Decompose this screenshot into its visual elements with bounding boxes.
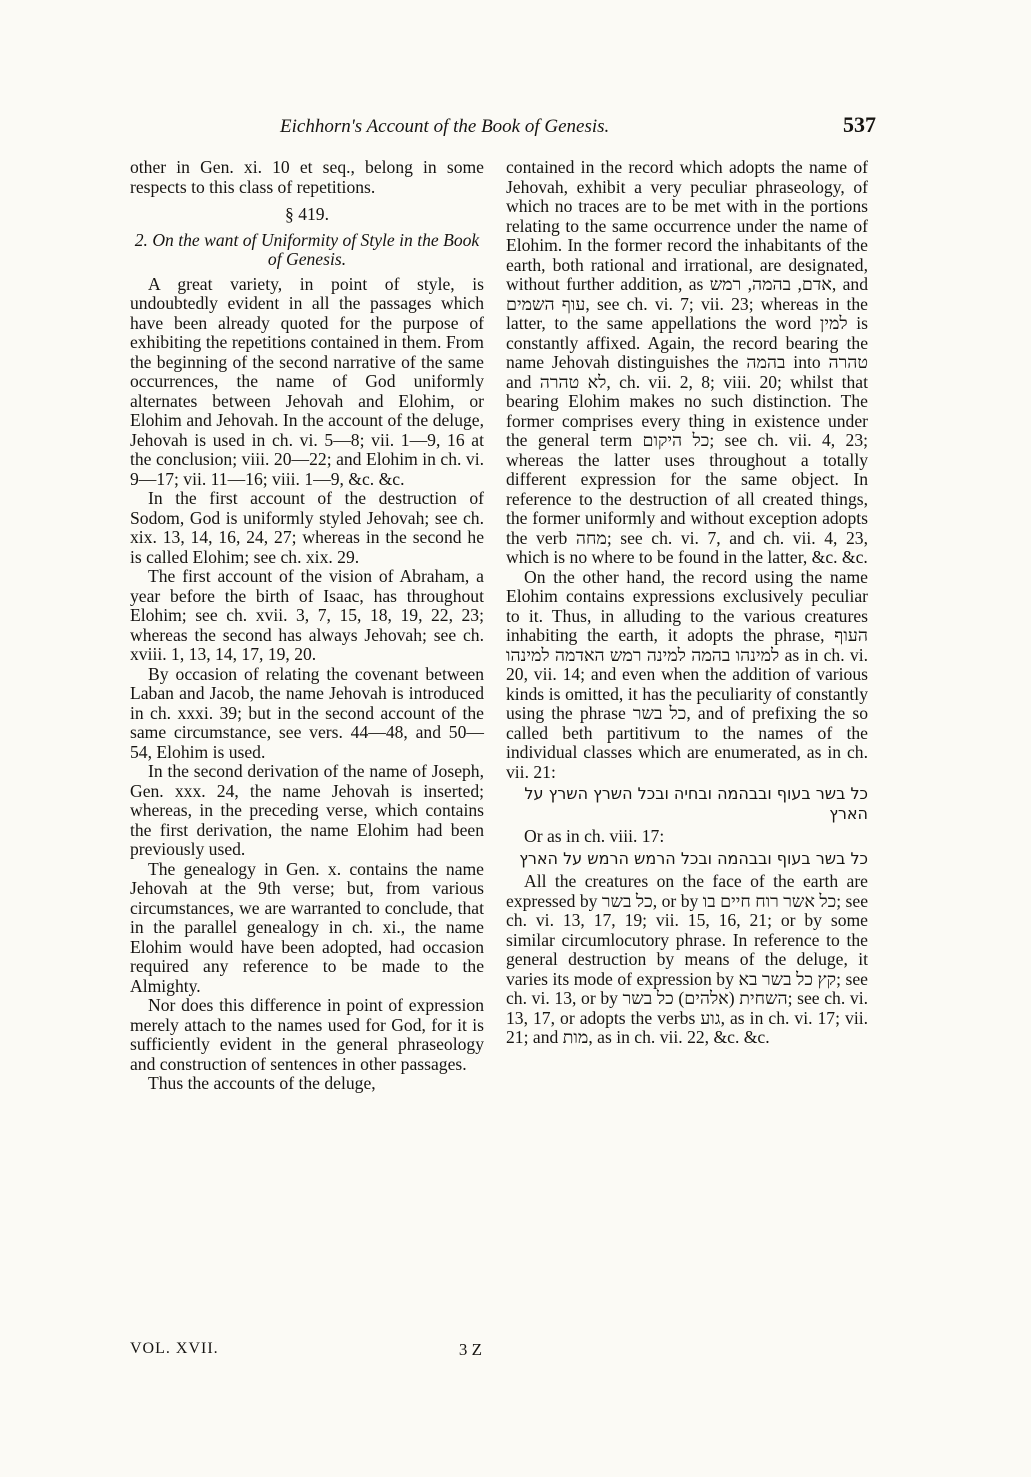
page-footer bbox=[130, 1340, 484, 1364]
running-title: Eichhorn's Account of the Book of Genesis. bbox=[280, 116, 610, 137]
paragraph: In the second derivation of the name of Joseph, Gen. xxx. 24, the name Jehovah is inserted; whereas, in the preceding verse, which contains the first derivation, the name Elohim had been previously used. bbox=[130, 761, 484, 859]
paragraph: On the other hand, the record using the name Elohim contains expressions exclusively peculiar to it. Thus, in alluding to the various creatures inhabiting the earth, it adopts the phrase, העוף למינהו בהמה למינה רמש האדמה למינהו as in ch. vi. 20, vii. 14; and even when the addition of various kinds is omitted, it has the peculiarity of constantly using the phrase כל בשר, and of prefixing the so called beth partitivum to the names of the individual classes which are enumerated, as in ch. vii. 21: bbox=[506, 566, 868, 782]
hebrew-quotation: כל בשר בעוף ובבהמה ובכל הרמש הרמש על הארץ bbox=[519, 848, 868, 868]
paragraph: Or as in ch. viii. 17: bbox=[524, 826, 665, 846]
paragraph: By occasion of relating the covenant between Laban and Jacob, the name Jehovah is introduced in ch. xxxi. 39; but in the second account of the same circumstance, see vers. 44—48, and 50—54, Elohim is used. bbox=[130, 663, 484, 762]
section-number: § 419. bbox=[285, 204, 329, 224]
paragraph: Nor does this difference in point of expression merely attach to the names used for God, for it is sufficiently evident in the general phraseology and construction of sentences in other passages. bbox=[130, 995, 484, 1074]
running-header bbox=[130, 112, 878, 142]
paragraph: In the first account of the destruction of Sodom, God is uniformly styled Jehovah; see ch. xix. 13, 14, 16, 24, 27; whereas in the second he is called Elohim; see ch. xix. 29. bbox=[130, 488, 484, 567]
left-column bbox=[130, 158, 484, 1094]
paragraph: Thus the accounts of the deluge, bbox=[148, 1073, 376, 1093]
hebrew-quotation: כל בשר בעוף ובבהמה ובחיה ובכל השרץ השרץ על הארץ bbox=[524, 784, 868, 823]
paragraph: A great variety, in point of style, is undoubtedly evident in all the passages which have been already quoted for the purpose of exhibiting the repetitions contained in them. From the beginning of the second narrative of the same occurrences, the name of God uniformly alternates between Jehovah and Elohim, or Elohim and Jehovah. In the account of the deluge, Jehovah is used in ch. vi. 5—8; vii. 1—9, 16 at the conclusion; viii. 20—22; and Elohim in ch. vi. 9—17; vii. 11—16; viii. 1—9, &c. &c. bbox=[130, 273, 484, 489]
right-column bbox=[506, 158, 868, 1048]
paragraph: The genealogy in Gen. x. contains the name Jehovah at the 9th verse; but, from various circumstances, we are warranted to conclude, that in the parallel genealogy in ch. xi., the name Elohim would have been adopted, had occasion required any reference to be made to the Almighty. bbox=[130, 858, 484, 996]
paragraph: contained in the record which adopts the name of Jehovah, exhibit a very peculiar phraseology, of which no traces are to be met with in the portions relating to the same occurrence under the name of Elohim. In the former record the inhabitants of the earth, both rational and irrational, are designated, without further addition, as אדם, בהמה, רמש, and עוף השמים, see ch. vi. 7; vii. 23; whereas in the latter, to the same appellations the word למין is constantly affixed. Again, the record bearing the name Jehovah distinguishes the בהמה into טהרה and לא טהרה, ch. vii. 2, 8; viii. 20; whilst that bearing Elohim makes no such distinction. The former comprises every thing in existence under the general term כל היקום; see ch. vii. 4, 23; whereas the latter uses throughout a totally different expression for the same object. In reference to the destruction of all created things, the former uniformly and without exception adopts the verb מחה; see ch. vi. 7, and ch. vii. 4, 23, which is no where to be found in the latter, &c. &c. bbox=[506, 157, 868, 567]
paragraph: All the creatures on the face of the earth are expressed by כל בשר, or by כל אשר רוח חיים בו; see ch. vi. 13, 17, 19; vii. 15, 16, 21; or by some similar circumlocutory phrase. In reference to the general destruction by means of the deluge, it varies its mode of expression by קץ כל בשר בא; see ch. vi. 13, or by השחית (אלהים) כל בשר; see ch. vi. 13, 17, or adopts the verbs גוע, as in ch. vi. 17; vii. 21; and מות, as in ch. vii. 22, &c. &c. bbox=[506, 871, 869, 1047]
signature-mark: 3 Z bbox=[458, 1340, 482, 1359]
paragraph: The first account of the vision of Abraham, a year before the birth of Isaac, has throughout Elohim; see ch. xvii. 3, 7, 15, 18, 19, 22, 23; whereas the second has always Jehovah; see ch. xviii. 1, 13, 14, 17, 19, 20. bbox=[130, 566, 484, 664]
volume-label: VOL. XVII. bbox=[130, 1340, 219, 1357]
paragraph: other in Gen. xi. 10 et seq., belong in some respects to this class of repetitions. bbox=[130, 157, 484, 197]
page-number: 537 bbox=[843, 112, 876, 137]
section-title: 2. On the want of Uniformity of Style in the Book of Genesis. bbox=[134, 229, 480, 269]
